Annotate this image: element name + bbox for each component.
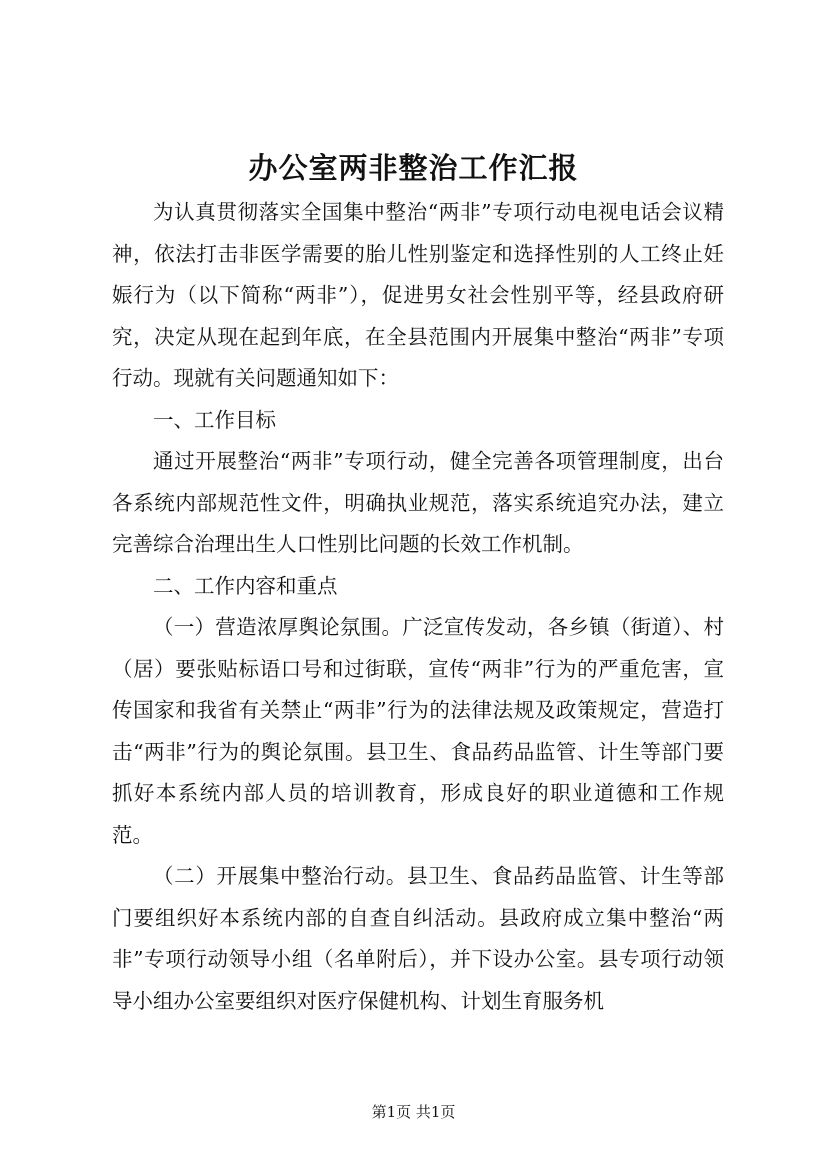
document-body [112, 192, 724, 1022]
section-heading-content: 二、工作内容和重点 [153, 573, 338, 598]
paragraph-item-2: （二）开展集中整治行动。县卫生、食品药品监管、计生等部门要组织好本系统内部的自查自纠活动。县政府成立集中整治“两非”专项行动领导小组（名单附后），并下设办公室。县专项行动领导小组办公室要组织对医疗保健机构、计划生育服务机 [112, 864, 724, 1013]
document-title: 办公室两非整治工作汇报 [248, 151, 579, 185]
paragraph-item-1: （一）营造浓厚舆论氛围。广泛宣传发动，各乡镇（街道）、村（居）要张贴标语口号和过街联，宣传“两非”行为的严重危害，宣传国家和我省有关禁止“两非”行为的法律法规及政策规定，营造打击“两非”行为的舆论氛围。县卫生、食品药品监管、计生等部门要抓好本系统内部人员的培训教育，形成良好的职业道德和工作规范。 [112, 615, 724, 847]
section-heading-goals: 一、工作目标 [153, 407, 276, 432]
paragraph-goals: 通过开展整治“两非”专项行动，健全完善各项管理制度，出台各系统内部规范性文件，明确执业规范，落实系统追究办法，建立完善综合治理出生人口性别比问题的长效工作机制。 [112, 449, 724, 556]
page-number-footer: 第1页 共1页 [371, 1103, 456, 1121]
paragraph-intro: 为认真贯彻落实全国集中整治“两非”专项行动电视电话会议精神，依法打击非医学需要的胎儿性别鉴定和选择性别的人工终止妊娠行为（以下简称“两非”），促进男女社会性别平等，经县政府研究，决定从现在起到年底，在全县范围内开展集中整治“两非”专项行动。现就有关问题通知如下： [112, 200, 724, 390]
